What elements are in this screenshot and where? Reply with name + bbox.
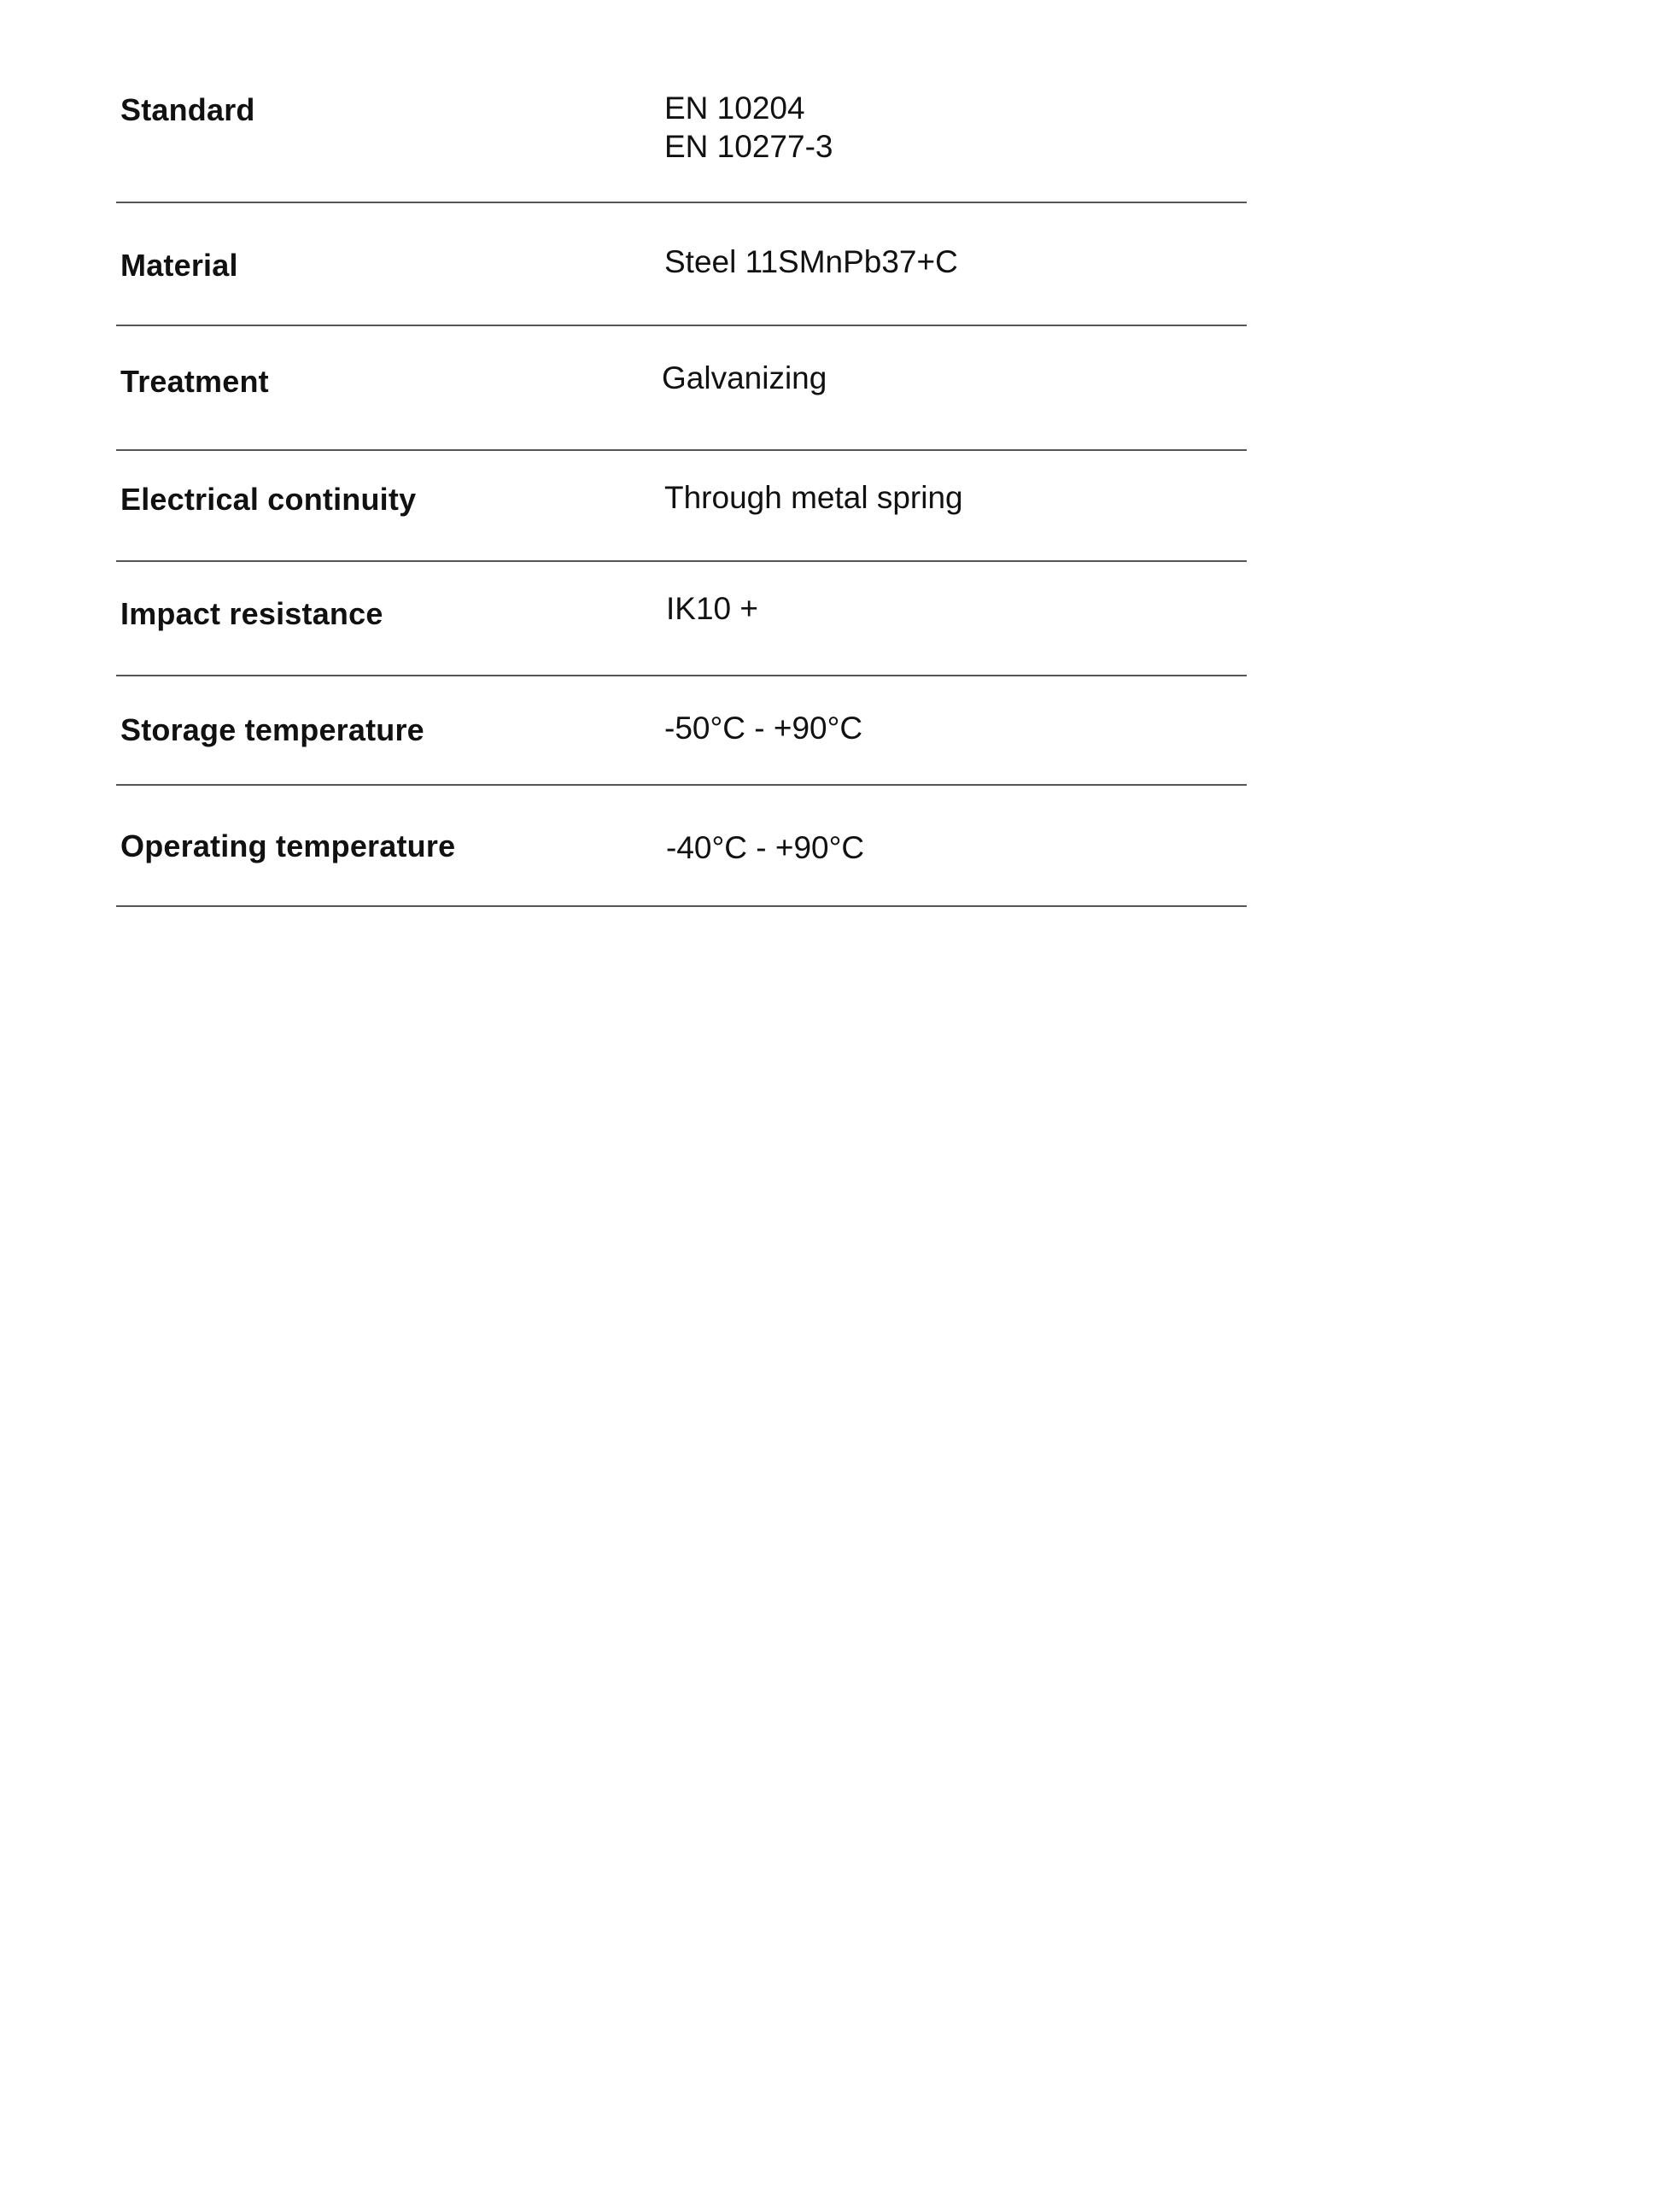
spec-row-storage-temperature: [116, 676, 1247, 786]
spec-value-electrical-continuity: Through metal spring: [664, 480, 963, 515]
spec-label-treatment: Treatment: [120, 364, 269, 399]
spec-value-storage-temperature: -50°C - +90°C: [664, 711, 863, 746]
spec-label-impact-resistance: Impact resistance: [120, 596, 383, 631]
spec-value-line: EN 10204: [664, 91, 805, 126]
spec-row-material: [116, 203, 1247, 326]
spec-label-operating-temperature: Operating temperature: [120, 828, 456, 863]
spec-row-treatment: [116, 326, 1247, 451]
spec-value-operating-temperature: -40°C - +90°C: [666, 830, 865, 865]
spec-label-electrical-continuity: Electrical continuity: [120, 482, 417, 517]
spec-value-impact-resistance: IK10 +: [666, 591, 759, 626]
spec-row-impact-resistance: [116, 562, 1247, 676]
spec-row-operating-temperature: [116, 786, 1247, 907]
spec-label-material: Material: [120, 248, 238, 283]
spec-row-electrical-continuity: [116, 451, 1247, 562]
spec-label-storage-temperature: Storage temperature: [120, 712, 424, 747]
spec-value-line: EN 10277-3: [664, 129, 833, 164]
spec-row-standard: [116, 0, 1247, 203]
spec-label-standard: Standard: [120, 92, 255, 127]
spec-value-standard: [664, 89, 833, 166]
spec-value-material: Steel 11SMnPb37+C: [664, 244, 958, 279]
spec-value-treatment: Galvanizing: [662, 360, 827, 395]
spec-table: [116, 0, 1247, 907]
